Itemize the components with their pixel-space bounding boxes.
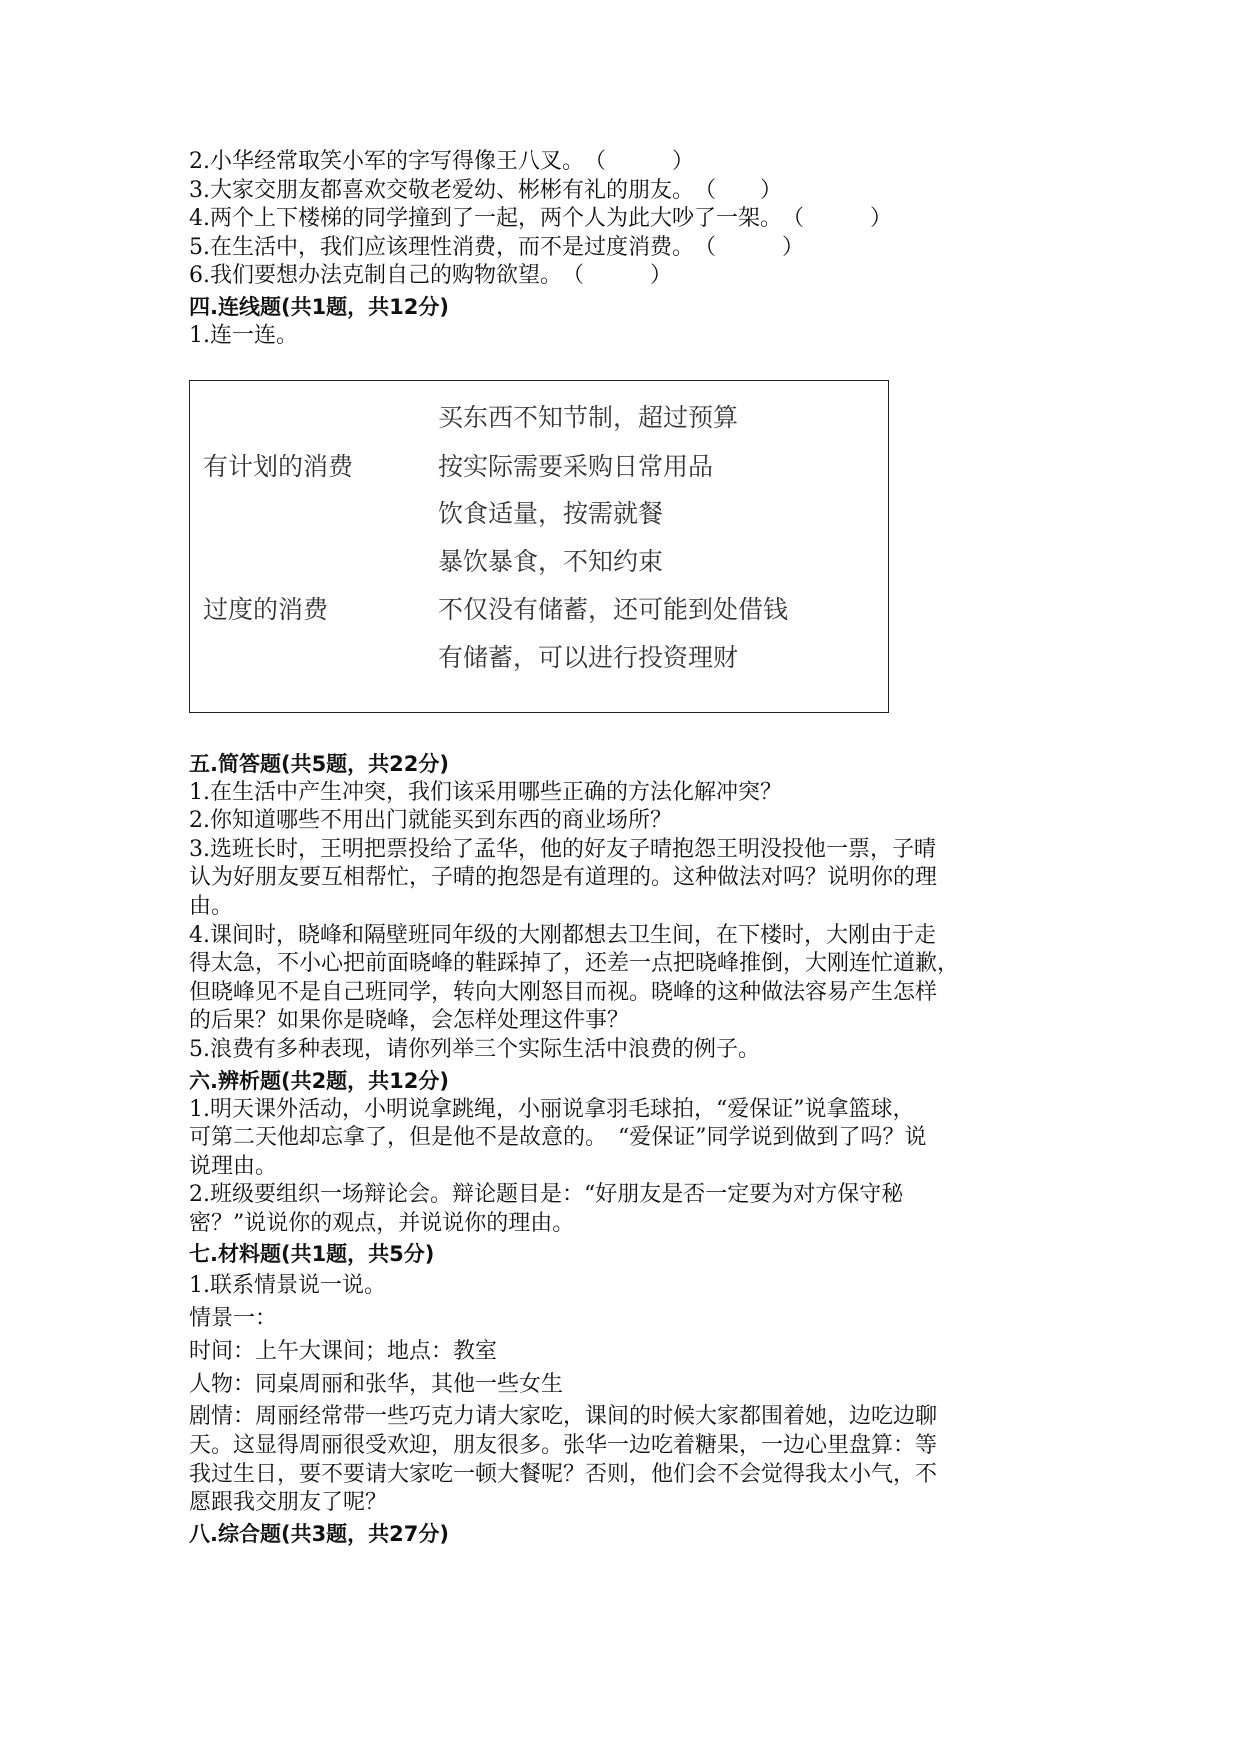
section-heading-matching: 四.连线题(共1题，共12分) bbox=[189, 294, 450, 319]
judgement-item-3: 3.大家交朋友都喜欢交敬老爱幼、彬彬有礼的朋友。（ ） bbox=[189, 177, 1069, 206]
question-line: 2.你知道哪些不用出门就能买到东西的商业场所？ bbox=[189, 808, 672, 834]
question-line: 5.浪费有多种表现，请你列举三个实际生活中浪费的例子。 bbox=[189, 1036, 760, 1062]
judgement-list bbox=[189, 148, 1069, 291]
judgement-item-2: 2.小华经常取笑小军的字写得像王八叉。（ ） bbox=[189, 148, 1069, 177]
question-line: 2.班级要组织一场辩论会。辩论题目是：“好朋友是否一定要为对方保守秘 bbox=[189, 1182, 904, 1208]
section-heading-material: 七.材料题(共1题，共5分) bbox=[189, 1242, 435, 1267]
match-right-item[interactable]: 买东西不知节制，超过预算 bbox=[438, 402, 739, 432]
scene-people: 人物：同桌周丽和张华，其他一些女生 bbox=[189, 1372, 564, 1398]
scene-plot bbox=[189, 1403, 1069, 1517]
question-line: 3.选班长时，王明把票投给了孟华，他的好友子晴抱怨王明没投他一票，子晴 bbox=[189, 836, 936, 862]
question-line: 但晓峰见不是自己班同学，转向大刚怒目而视。晓峰的这种做法容易产生怎样 bbox=[189, 979, 938, 1005]
match-right-item[interactable]: 暴饮暴食，不知约束 bbox=[438, 546, 664, 576]
short-answer-questions bbox=[189, 779, 1069, 1065]
plot-line: 天。这显得周丽很受欢迎，朋友很多。张华一边吃着糖果，一边心里盘算：等 bbox=[189, 1433, 938, 1459]
analysis-questions bbox=[189, 1096, 1069, 1239]
question-line: 说理由。 bbox=[189, 1153, 278, 1179]
match-left-item[interactable]: 过度的消费 bbox=[203, 594, 329, 624]
question-line: 4.课间时，晓峰和隔壁班同年级的大刚都想去卫生间，在下楼时，大刚由于走 bbox=[189, 922, 936, 948]
section-heading-short-answer: 五.简答题(共5题，共22分) bbox=[189, 751, 450, 776]
scene-label: 情景一： bbox=[189, 1306, 278, 1332]
answer-blank[interactable]: （ ） bbox=[694, 177, 783, 203]
judgement-item-4: 4.两个上下楼梯的同学撞到了一起，两个人为此大吵了一架。（ ） bbox=[189, 205, 1069, 234]
scene-time: 时间：上午大课间；地点：教室 bbox=[189, 1339, 498, 1365]
question-line: 由。 bbox=[189, 893, 234, 919]
match-right-item[interactable]: 不仅没有储蓄，还可能到处借钱 bbox=[438, 594, 789, 624]
question-line: 的后果？如果你是晓峰，会怎样处理这件事？ bbox=[189, 1008, 630, 1034]
question-line: 认为好朋友要互相帮忙，子晴的抱怨是有道理的。这种做法对吗？说明你的理 bbox=[189, 865, 938, 891]
question-line: 1.在生活中产生冲突，我们该采用哪些正确的方法化解冲突？ bbox=[189, 779, 782, 805]
answer-blank[interactable]: （ ） bbox=[694, 234, 805, 260]
match-left-item[interactable]: 有计划的消费 bbox=[203, 451, 354, 481]
answer-blank[interactable]: （ ） bbox=[562, 263, 673, 289]
question-line: 1.明天课外活动，小明说拿跳绳，小丽说拿羽毛球拍，“爱保证”说拿篮球， bbox=[189, 1096, 915, 1122]
question-text: 1.联系情景说一说。 bbox=[189, 1273, 386, 1299]
answer-blank[interactable]: （ ） bbox=[584, 149, 695, 174]
judgement-item-5: 5.在生活中，我们应该理性消费，而不是过度消费。（ ） bbox=[189, 234, 1069, 263]
match-right-item[interactable]: 饮食适量，按需就餐 bbox=[438, 498, 664, 528]
judgement-item-6: 6.我们要想办法克制自己的购物欲望。（ ） bbox=[189, 262, 1069, 291]
section-heading-comprehensive: 八.综合题(共3题，共27分) bbox=[189, 1521, 450, 1546]
question-line: 密？”说说你的观点，并说说你的理由。 bbox=[189, 1210, 575, 1236]
match-right-item[interactable]: 有储蓄，可以进行投资理财 bbox=[438, 642, 739, 672]
question-line: 得太急，不小心把前面晓峰的鞋踩掉了，还差一点把晓峰推倒，大刚连忙道歉， bbox=[189, 951, 960, 977]
question-text: 1.连一连。 bbox=[189, 322, 298, 348]
section-heading-analysis: 六.辨析题(共2题，共12分) bbox=[189, 1068, 450, 1093]
answer-blank[interactable]: （ ） bbox=[782, 206, 893, 232]
exam-page bbox=[189, 148, 1069, 1549]
match-right-item[interactable]: 按实际需要采购日常用品 bbox=[438, 451, 714, 481]
plot-line: 剧情：周丽经常带一些巧克力请大家吃，课间的时候大家都围着她，边吃边聊 bbox=[189, 1404, 938, 1430]
question-line: 可第二天他却忘拿了，但是他不是故意的。 “爱保证”同学说到做到了吗？说 bbox=[189, 1125, 927, 1151]
plot-line: 我过生日，要不要请大家吃一顿大餐呢？否则，他们会不会觉得我太小气，不 bbox=[189, 1461, 938, 1487]
matching-box bbox=[189, 380, 889, 713]
plot-line: 愿跟我交朋友了呢？ bbox=[189, 1490, 388, 1516]
